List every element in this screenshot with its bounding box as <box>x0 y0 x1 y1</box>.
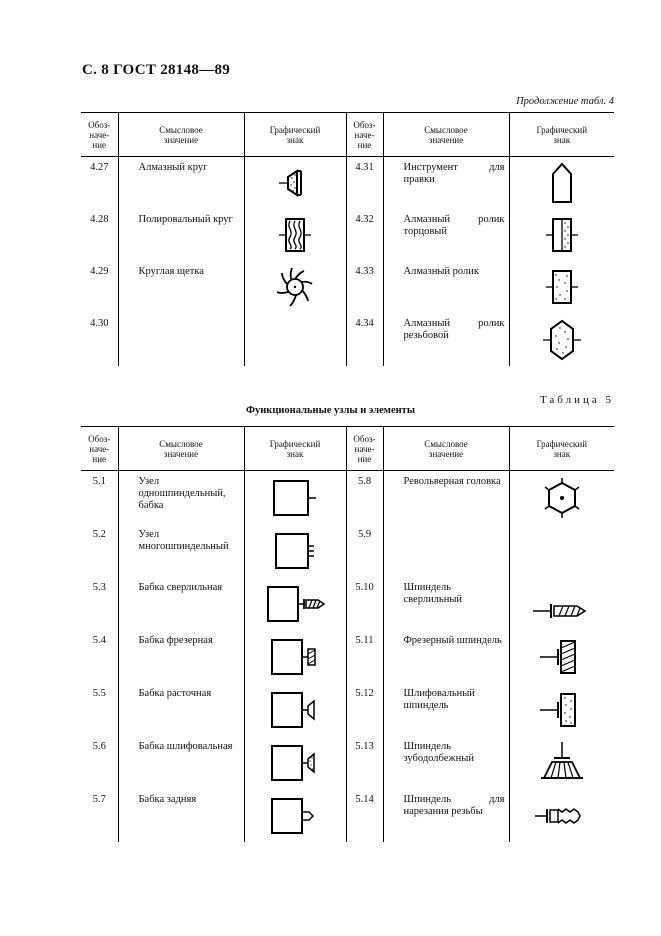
threading-spindle-icon <box>529 796 595 836</box>
graphic-cell <box>244 577 346 630</box>
graphic-cell <box>244 524 346 577</box>
designation: 5.1 <box>92 476 106 487</box>
col-graphic: Графический знак <box>244 427 346 471</box>
table-5-title: Функциональные узлы и элементы <box>245 405 416 416</box>
designation: 5.6 <box>92 741 106 752</box>
meaning: Полировальный круг <box>118 209 244 261</box>
graphic-cell <box>509 630 614 683</box>
diamond-thread-roller-icon <box>539 317 585 363</box>
graphic-cell <box>244 157 346 210</box>
page-header: С. 8 ГОСТ 28148—89 <box>82 62 231 78</box>
meaning: Шпиндель зубодолбежный <box>383 736 509 789</box>
designation: 4.31 <box>346 157 383 210</box>
meaning: Алмазный ролик резьбовой <box>383 313 509 366</box>
col-graphic: Графический знак <box>244 113 346 157</box>
designation: 5.10 <box>346 577 383 630</box>
milling-head-icon <box>263 635 327 679</box>
table-row <box>81 157 614 210</box>
table-row <box>81 261 614 313</box>
graphic-cell <box>509 683 614 736</box>
col-meaning: Смысловое значение <box>118 113 244 157</box>
table-5 <box>81 426 614 842</box>
designation: 5.4 <box>92 635 106 646</box>
graphic-cell <box>244 789 346 842</box>
col-designation: Обоз- наче- ние <box>81 427 118 471</box>
designation: 5.5 <box>92 688 106 699</box>
designation: 4.28 <box>90 214 109 225</box>
col-designation: Обоз- наче- ние <box>81 113 118 157</box>
meaning: Узел одношпиндельный, бабка <box>118 471 244 525</box>
designation: 4.29 <box>90 266 109 277</box>
meaning: Бабка сверлильная <box>118 577 244 630</box>
meaning: Узел многошпиндельный <box>118 524 244 577</box>
table-row <box>81 313 614 366</box>
table-row <box>81 577 614 630</box>
graphic-cell <box>509 524 614 577</box>
graphic-cell <box>509 261 614 313</box>
graphic-cell <box>244 261 346 313</box>
grinding-spindle-icon <box>532 688 592 732</box>
diamond-face-roller-icon <box>540 213 584 257</box>
designation: 5.7 <box>92 794 106 805</box>
table-5-label: Таблица 5 <box>539 394 614 406</box>
meaning: Инструмент для правки <box>383 157 509 210</box>
designation: 5.11 <box>346 630 383 683</box>
single-spindle-unit-icon <box>265 476 325 520</box>
meaning: Шпиндель сверлильный <box>383 577 509 630</box>
graphic-cell <box>509 789 614 842</box>
graphic-cell <box>509 313 614 366</box>
table-row <box>81 736 614 789</box>
col-meaning: Смысловое значение <box>118 427 244 471</box>
drilling-head-icon <box>260 582 330 626</box>
designation: 4.33 <box>346 261 383 313</box>
graphic-cell <box>509 736 614 789</box>
graphic-cell <box>244 683 346 736</box>
graphic-cell <box>244 471 346 525</box>
designation: 5.2 <box>92 529 106 540</box>
multi-spindle-unit-icon <box>265 529 325 573</box>
meaning: Алмазный ролик торцовый <box>383 209 509 261</box>
boring-head-icon <box>263 688 327 732</box>
designation: 5.3 <box>92 582 106 593</box>
graphic-cell <box>509 157 614 210</box>
designation: 5.8 <box>346 471 383 525</box>
round-brush-icon <box>271 263 319 311</box>
meaning: Шпиндель для нарезания резьбы <box>383 789 509 842</box>
continuation-label: Продолжение табл. 4 <box>516 96 614 107</box>
table-row <box>81 209 614 261</box>
meaning: Фрезерный шпиндель <box>383 630 509 683</box>
tailstock-icon <box>263 794 327 838</box>
col-graphic: Графический знак <box>509 427 614 471</box>
col-graphic: Графический знак <box>509 113 614 157</box>
designation: 4.27 <box>90 162 109 173</box>
meaning: Бабка задняя <box>118 789 244 842</box>
table-row <box>81 683 614 736</box>
designation: 4.32 <box>346 209 383 261</box>
table-row <box>81 789 614 842</box>
table-row <box>81 630 614 683</box>
graphic-cell <box>244 313 346 366</box>
col-meaning: Смысловое значение <box>383 113 509 157</box>
table-row <box>81 524 614 577</box>
graphic-cell <box>509 577 614 630</box>
meaning: Шлифовальный шпиндель <box>383 683 509 736</box>
diamond-wheel-icon <box>275 163 315 203</box>
meaning <box>383 524 509 577</box>
col-meaning: Смысловое значение <box>383 427 509 471</box>
drilling-spindle-icon <box>529 596 595 626</box>
table-4 <box>81 112 614 366</box>
turret-head-icon <box>537 475 587 521</box>
designation: 4.30 <box>90 318 109 329</box>
graphic-cell <box>244 736 346 789</box>
graphic-cell <box>509 209 614 261</box>
meaning: Алмазный круг <box>118 157 244 210</box>
graphic-cell <box>509 471 614 525</box>
milling-spindle-icon <box>532 635 592 679</box>
col-designation: Обоз- наче- ние <box>346 427 383 471</box>
designation: 4.34 <box>346 313 383 366</box>
meaning <box>118 313 244 366</box>
dressing-tool-icon <box>542 160 582 206</box>
gear-shaping-spindle-icon <box>532 740 592 786</box>
meaning: Бабка фрезерная <box>118 630 244 683</box>
meaning: Револьверная головка <box>383 471 509 525</box>
table-row <box>81 471 614 525</box>
diamond-roller-icon <box>540 265 584 309</box>
graphic-cell <box>244 630 346 683</box>
graphic-cell <box>244 209 346 261</box>
designation: 5.14 <box>346 789 383 842</box>
designation: 5.13 <box>346 736 383 789</box>
designation: 5.12 <box>346 683 383 736</box>
meaning: Бабка шлифовальная <box>118 736 244 789</box>
col-designation: Обоз- наче- ние <box>346 113 383 157</box>
meaning: Алмазный ролик <box>383 261 509 313</box>
grinding-head-icon <box>263 741 327 785</box>
designation: 5.9 <box>346 524 383 577</box>
meaning: Бабка расточная <box>118 683 244 736</box>
meaning: Круглая щетка <box>118 261 244 313</box>
polishing-wheel-icon <box>273 213 317 257</box>
